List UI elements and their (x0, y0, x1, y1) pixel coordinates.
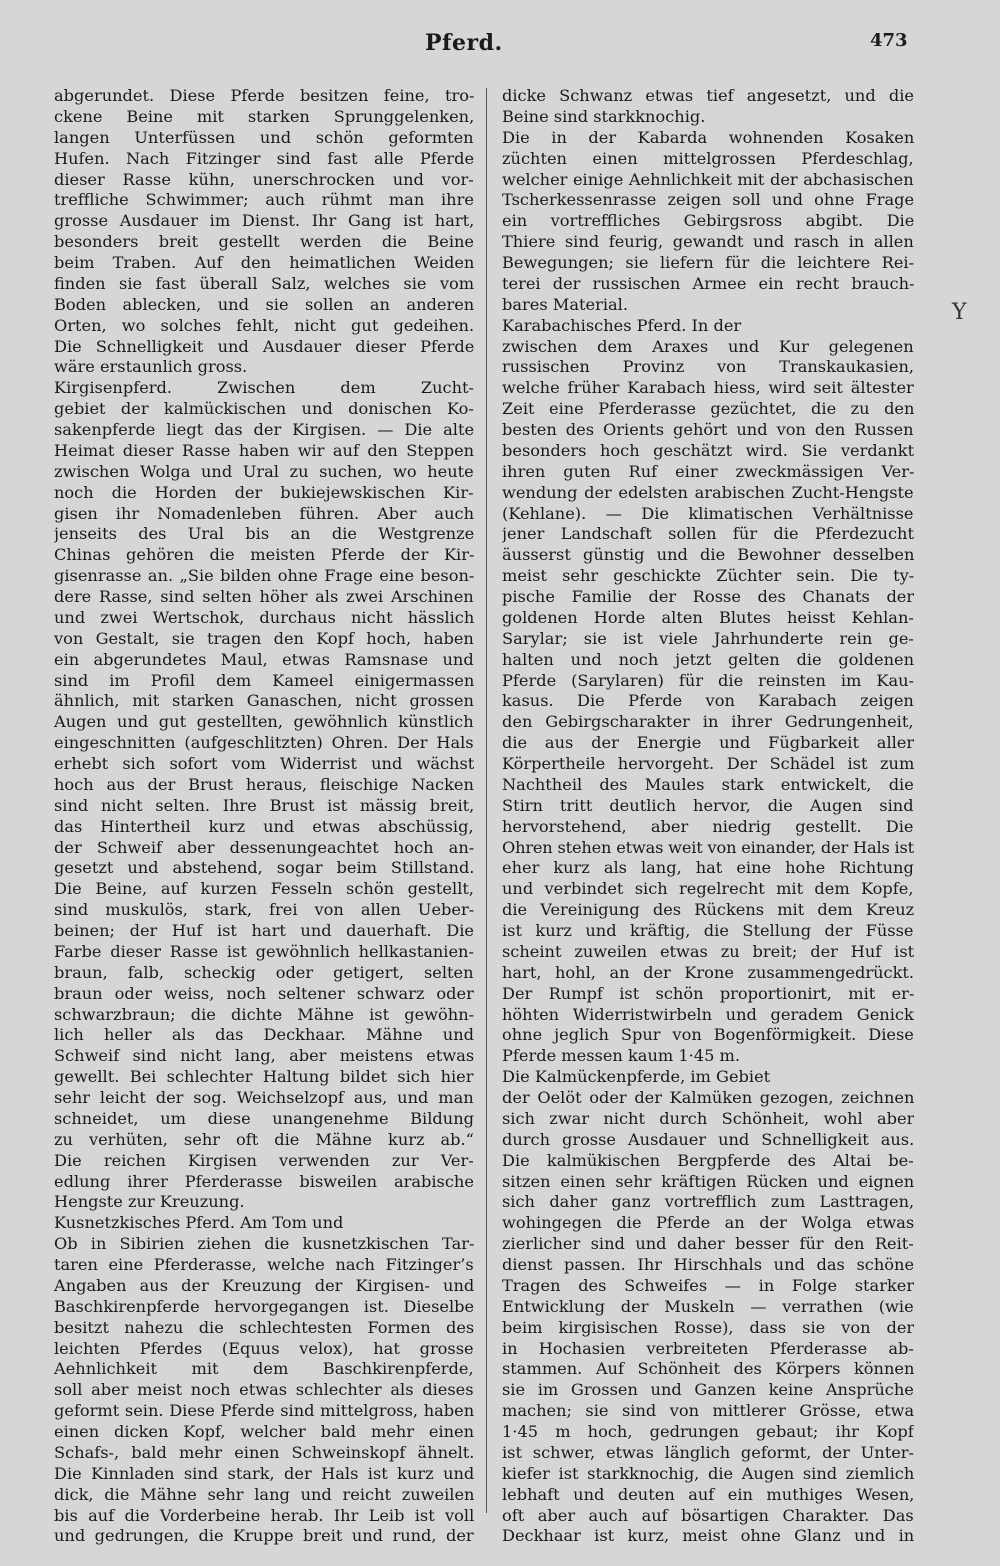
text-line: dieser Rasse kühn, unerschrocken und vor- (54, 169, 474, 189)
text-line: ckene Beine mit starken Sprunggelenken, (54, 106, 474, 126)
text-line: lebhaft und deuten auf ein muthiges Wesen, (502, 1484, 914, 1504)
text-line: sich daher ganz vortrefflich zum Lasttragen, (502, 1192, 914, 1212)
text-line: gewellt. Bei schlechter Haltung bildet sich hier (54, 1067, 474, 1087)
text-line: Kirgisenpferd. Zwischen dem Zucht- (54, 378, 474, 398)
text-line: 1·45 m hoch, gedrungen gebaut; ihr Kopf (502, 1422, 914, 1441)
text-line: Angaben aus der Kreuzung der Kirgisen- und (54, 1275, 474, 1295)
text-line: welche früher Karabach hiess, wird seit ältester (502, 378, 914, 398)
text-line: grosse Ausdauer im Dienst. Ihr Gang ist hart, (54, 211, 474, 231)
text-line: bis auf die Vorderbeine herab. Ihr Leib ist voll (54, 1505, 474, 1525)
text-line: erhebt sich sofort vom Widerrist und wächst (54, 754, 474, 773)
text-line: lich heller als das Deckhaar. Mähne und (54, 1025, 474, 1045)
text-line: Nachtheil des Maules stark entwickelt, die (502, 774, 914, 794)
text-line: ist kurz und kräftig, die Stellung der Füsse (502, 921, 914, 940)
text-line: Baschkirenpferde hervorgegangen ist. Dieselbe (54, 1296, 474, 1316)
text-line: finden sie fast überall Salz, welches sie vom (54, 273, 474, 293)
text-line: Ob in Sibirien ziehen die kusnetzkischen Tar- (54, 1234, 474, 1254)
text-line: gesetzt und abstehend, sogar beim Stillstand. (54, 858, 474, 878)
text-line: pische Familie der Rosse des Chanats der (502, 587, 914, 606)
text-line: Schafs-, bald mehr einen Schweinskopf ähnelt. (54, 1442, 474, 1462)
text-line: zwischen Wolga und Ural zu suchen, wo heute (54, 461, 474, 481)
right-text-column (502, 86, 914, 1547)
text-line: braun, falb, scheckig oder getigert, selten (54, 962, 474, 982)
text-line: ein abgerundetes Maul, etwas Ramsnase und (54, 649, 474, 669)
text-line: goldenen Horde alten Blutes heisst Kehlan- (502, 607, 914, 627)
text-line: Stirn tritt deutlich hervor, die Augen sind (502, 795, 914, 815)
text-line: dere Rasse, sind selten höher als zwei Arschinen (54, 587, 474, 606)
left-text-column (54, 86, 474, 1547)
text-line: kasus. Die Pferde von Karabach zeigen (502, 691, 914, 711)
text-line: Die reichen Kirgisen verwenden zur Ver- (54, 1150, 474, 1170)
text-line: machen; sie sind von mittlerer Grösse, etwa (502, 1401, 914, 1421)
text-line: noch die Horden der bukiejewskischen Kir- (54, 482, 474, 502)
text-line: Deckhaar ist kurz, meist ohne Glanz und in (502, 1526, 914, 1546)
text-line: Augen und gut gestellten, gewöhnlich künstlich (54, 712, 474, 732)
text-line: stammen. Auf Schönheit des Körpers können (502, 1359, 914, 1379)
text-line: welcher einige Aehnlichkeit mit der abchasischen (502, 169, 914, 189)
text-line: (Kehlane). — Die klimatischen Verhältnisse (502, 503, 914, 523)
text-line: Kusnetzkisches Pferd. Am Tom und (54, 1213, 344, 1233)
text-line: sind muskulös, stark, frei von allen Ueber- (54, 900, 474, 920)
text-line: sitzen einen sehr kräftigen Rücken und eignen (502, 1171, 914, 1191)
text-line: von Gestalt, sie tragen den Kopf hoch, haben (54, 628, 474, 648)
text-line: ähnlich, mit starken Ganaschen, nicht grossen (54, 691, 474, 711)
text-line: Sarylar; sie ist viele Jahrhunderte rein ge- (502, 628, 914, 648)
text-line: züchten einen mittelgrossen Pferdeschlag, (502, 148, 914, 168)
text-line: besonders hoch geschätzt wird. Sie verdankt (502, 440, 914, 460)
text-line: und verbindet sich regelrecht mit dem Kopfe, (502, 879, 914, 899)
text-line: gisen ihr Nomadenleben führen. Aber auch (54, 503, 474, 523)
text-line: Die Schnelligkeit und Ausdauer dieser Pferde (54, 336, 474, 356)
text-line: hart, hohl, an der Krone zusammengedrückt. (502, 962, 914, 982)
text-line: edlung ihrer Pferderasse bisweilen arabische (54, 1171, 474, 1191)
text-line: dick, die Mähne sehr lang und reicht zuweilen (54, 1484, 474, 1504)
text-line: sie im Grossen und Ganzen keine Ansprüche (502, 1380, 914, 1400)
text-line: ist schwer, etwas länglich geformt, der Unter- (502, 1442, 914, 1462)
text-line: Die kalmükischen Bergpferde des Altai be- (502, 1150, 914, 1170)
text-line: Hengste zur Kreuzung. (54, 1192, 245, 1212)
text-line: zwischen dem Araxes und Kur gelegenen (502, 336, 914, 356)
text-line: in Hochasien verbreiteten Pferderasse ab- (502, 1338, 914, 1358)
text-line: treffliche Schwimmer; auch rühmt man ihre (54, 190, 474, 210)
text-line: eher kurz als lang, hat eine hohe Richtung (502, 858, 914, 878)
text-line: Körpertheile hervorgeht. Der Schädel ist zum (502, 754, 914, 773)
text-line: Ohren stehen etwas weit von einander, der Hals ist (502, 837, 914, 857)
text-line: halten und noch jetzt gelten die goldenen (502, 649, 914, 669)
text-line: Die Kinnladen sind stark, der Hals ist kurz und (54, 1463, 474, 1483)
text-line: ohne jeglich Spur von Bogenförmigkeit. Diese (502, 1025, 914, 1045)
text-line: meist sehr geschickte Züchter sein. Die ty- (502, 566, 914, 586)
text-line: Bewegungen; sie liefern für die leichtere Rei- (502, 253, 914, 272)
text-line: Schweif sind nicht lang, aber meistens etwas (54, 1046, 474, 1066)
text-line: Beine sind starkknochig. (502, 106, 706, 126)
text-line: schwarzbraun; die dichte Mähne ist gewöhn- (54, 1004, 474, 1024)
text-line: ein vortreffliches Gebirgsross abgibt. Die (502, 211, 914, 231)
text-line: kiefer ist starkknochig, die Augen sind ziemlich (502, 1463, 914, 1483)
text-line: beinen; der Huf ist hart und dauerhaft. Die (54, 921, 474, 940)
text-line: sind im Profil dem Kameel einigermassen (54, 670, 474, 690)
text-line: Die Kalmückenpferde, im Gebiet (502, 1067, 771, 1087)
text-line: wäre erstaunlich gross. (54, 357, 248, 377)
text-line: Aehnlichkeit mit dem Baschkirenpferde, (54, 1359, 474, 1379)
text-line: braun oder weiss, noch seltener schwarz oder (54, 983, 474, 1003)
text-line: den Gebirgscharakter in ihrer Gedrungenheit, (502, 712, 914, 732)
text-line: beim Traben. Auf den heimatlichen Weiden (54, 253, 474, 272)
text-line: hervorstehend, aber niedrig gestellt. Die (502, 816, 914, 836)
text-line: hoch aus der Brust heraus, fleischige Nacken (54, 774, 474, 794)
text-line: jenseits des Ural bis an die Westgrenze (54, 524, 474, 544)
text-line: Entwicklung der Muskeln — verrathen (wie (502, 1296, 914, 1316)
text-line: abgerundet. Diese Pferde besitzen feine, tro- (54, 86, 474, 105)
running-title: Pferd. (425, 30, 503, 56)
text-line: Chinas gehören die meisten Pferde der Kir- (54, 545, 474, 565)
text-line: langen Unterfüssen und schön geformten (54, 127, 474, 147)
text-line: und zwei Wertschok, durchaus nicht hässlich (54, 607, 474, 627)
text-line: das Hintertheil kurz und etwas abschüssig, (54, 816, 474, 836)
text-line: Tscherkessenrasse zeigen soll und ohne Frage (502, 190, 914, 210)
text-line: gisenrasse an. „Sie bilden ohne Frage eine beson- (54, 566, 474, 586)
text-line: sind nicht selten. Ihre Brust ist mässig breit, (54, 795, 474, 815)
page-number: 473 (870, 30, 908, 51)
text-line: sich zwar nicht durch Schönheit, wohl aber (502, 1108, 914, 1128)
text-line: Boden ablecken, und sie sollen an anderen (54, 294, 474, 314)
text-line: schneidet, um diese unangenehme Bildung (54, 1108, 474, 1128)
text-line: Die in der Kabarda wohnenden Kosaken (502, 127, 914, 147)
text-line: sehr leicht der sog. Weichselzopf aus, und man (54, 1088, 474, 1107)
text-line: jener Landschaft sollen für die Pferdezucht (502, 524, 914, 544)
text-line: Thiere sind feurig, gewandt und rasch in allen (502, 232, 914, 252)
text-line: terei der russischen Armee ein recht brauch- (502, 273, 914, 293)
text-line: taren eine Pferderasse, welche nach Fitzinger’s (54, 1255, 474, 1274)
text-line: Heimat dieser Rasse haben wir auf den Steppen (54, 440, 474, 460)
text-line: durch grosse Ausdauer und Schnelligkeit aus. (502, 1129, 914, 1149)
text-line: sakenpferde liegt das der Kirgisen. — Die alte (54, 420, 474, 439)
text-line: der Oelöt oder der Kalmüken gezogen, zeichnen (502, 1088, 914, 1107)
text-line: zierlicher sind und daher besser für den Reit- (502, 1234, 914, 1254)
text-line: Orten, wo solches fehlt, nicht gut gedeihen. (54, 315, 474, 335)
text-line: der Schweif aber dessenungeachtet hoch an- (54, 837, 474, 857)
text-line: Pferde (Sarylaren) für die reinsten im Kau- (502, 670, 914, 690)
text-line: gebiet der kalmückischen und donischen Ko- (54, 399, 474, 419)
text-line: bares Material. (502, 294, 628, 314)
text-line: Pferde messen kaum 1·45 m. (502, 1046, 741, 1066)
text-line: dicke Schwanz etwas tief angesetzt, und die (502, 86, 914, 105)
text-line: die aus der Energie und Fügbarkeit aller (502, 733, 914, 753)
text-line: besten des Orients gehört und von den Russen (502, 420, 914, 439)
column-divider (486, 88, 487, 1513)
text-line: wendung der edelsten arabischen Zucht-Hengste (502, 482, 914, 502)
text-line: Hufen. Nach Fitzinger sind fast alle Pferde (54, 148, 474, 168)
text-line: höhten Widerristwirbeln und geradem Genick (502, 1004, 914, 1024)
text-line: Karabachisches Pferd. In der (502, 315, 742, 335)
text-line: eingeschnitten (aufgeschlitzten) Ohren. Der Hals (54, 733, 474, 753)
text-line: zu verhüten, sehr oft die Mähne kurz ab.“ (54, 1129, 474, 1149)
text-line: dienst passen. Ihr Hirschhals und das schöne (502, 1255, 914, 1274)
text-line: beim kirgisischen Rosse), dass sie von der (502, 1317, 914, 1337)
text-line: äusserst günstig und die Bewohner desselben (502, 545, 914, 565)
text-line: wohingegen die Pferde an der Wolga etwas (502, 1213, 914, 1233)
margin-mark: Y (952, 300, 967, 325)
text-line: ihren guten Ruf einer zweckmässigen Ver- (502, 461, 914, 481)
text-line: besonders breit gestellt werden die Beine (54, 232, 474, 252)
text-line: einen dicken Kopf, welcher bald mehr einen (54, 1422, 474, 1441)
text-line: geformt sein. Diese Pferde sind mittelgross, haben (54, 1401, 474, 1421)
text-line: Tragen des Schweifes — in Folge starker (502, 1275, 914, 1295)
text-line: Farbe dieser Rasse ist gewöhnlich hellkastanien- (54, 941, 474, 961)
text-line: leichten Pferdes (Equus velox), hat grosse (54, 1338, 474, 1358)
text-line: besitzt nahezu die schlechtesten Formen des (54, 1317, 474, 1337)
text-line: russischen Provinz von Transkaukasien, (502, 357, 914, 377)
text-line: Zeit eine Pferderasse gezüchtet, die zu den (502, 399, 914, 419)
text-line: scheint zuweilen etwas zu breit; der Huf ist (502, 941, 914, 961)
text-line: oft aber auch auf bösartigen Charakter. Das (502, 1505, 914, 1525)
text-line: die Vereinigung des Rückens mit dem Kreuz (502, 900, 914, 920)
text-line: und gedrungen, die Kruppe breit und rund, der (54, 1526, 474, 1546)
text-line: Die Beine, auf kurzen Fesseln schön gestellt, (54, 879, 474, 899)
text-line: soll aber meist noch etwas schlechter als dieses (54, 1380, 474, 1400)
text-line: Der Rumpf ist schön proportionirt, mit er- (502, 983, 914, 1003)
